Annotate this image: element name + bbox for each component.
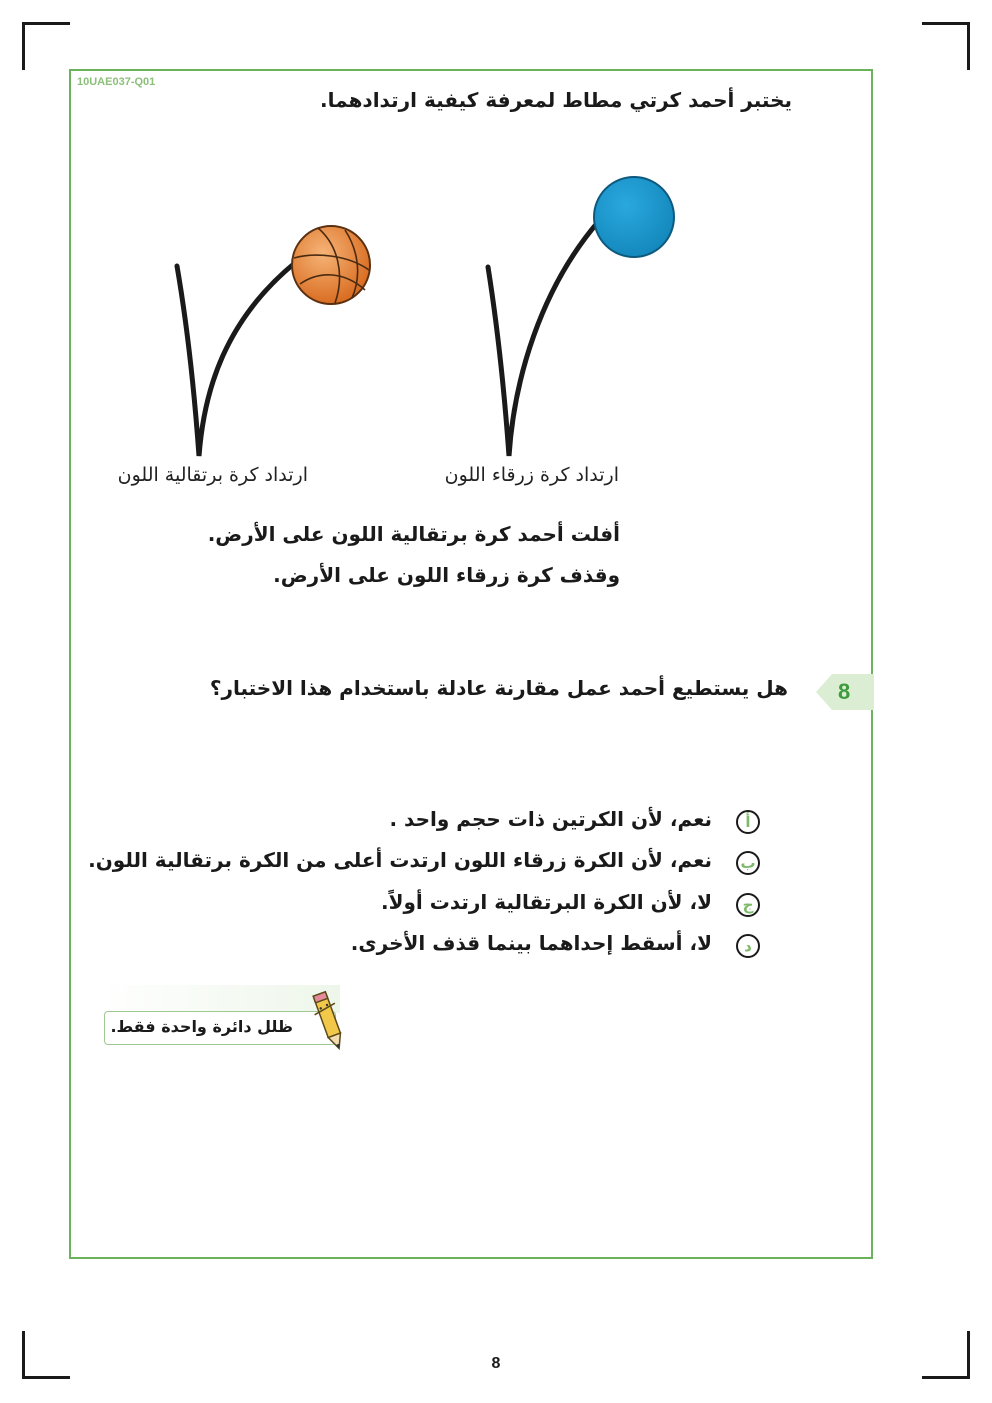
intro-text: يختبر أحمد كرتي مطاط لمعرفة كيفية ارتدادهما. — [320, 88, 792, 112]
question-number-badge — [816, 674, 874, 710]
crop-mark-bottom-right-h — [922, 1376, 970, 1379]
option-d-circle[interactable]: د — [736, 934, 760, 958]
question-text: هل يستطيع أحمد عمل مقارنة عادلة باستخدام هذا الاختبار؟ — [209, 676, 788, 700]
item-code: 10UAE037-Q01 — [77, 76, 156, 88]
option-c[interactable] — [160, 890, 760, 923]
option-d-text: لا، أسقط إحداهما بينما قذف الأخرى. — [350, 931, 712, 955]
description-line-1: أفلت أحمد كرة برتقالية اللون على الأرض. — [207, 522, 620, 546]
orange-ball-caption: ارتداد كرة برتقالية اللون — [117, 464, 308, 486]
blue-ball — [594, 177, 674, 257]
instruction-text: ظلل دائرة واحدة فقط. — [110, 1017, 293, 1036]
crop-mark-bottom-left-h — [22, 1376, 70, 1379]
instruction-backdrop — [100, 985, 340, 1013]
option-c-circle[interactable]: ج — [736, 893, 760, 917]
orange-ball — [292, 226, 370, 304]
bounce-figure — [0, 0, 992, 470]
option-b[interactable] — [88, 848, 760, 881]
option-b-circle[interactable]: ب — [736, 851, 760, 875]
option-a-text: نعم، لأن الكرتين ذات حجم واحد . — [389, 807, 712, 831]
option-a-circle[interactable]: أ — [736, 810, 760, 834]
orange-bounce-path — [177, 262, 296, 456]
option-a[interactable] — [160, 807, 760, 840]
option-b-text: نعم، لأن الكرة زرقاء اللون ارتدت أعلى من الكرة برتقالية اللون. — [88, 848, 712, 872]
instruction-box — [104, 1011, 336, 1045]
pencil-icon — [310, 990, 350, 1054]
option-d[interactable] — [160, 931, 760, 964]
blue-bounce-path — [488, 222, 598, 456]
option-c-text: لا، لأن الكرة البرتقالية ارتدت أولاً. — [380, 890, 712, 914]
description-line-2: وقذف كرة زرقاء اللون على الأرض. — [273, 563, 620, 587]
question-number: 8 — [838, 679, 851, 704]
page-number: 8 — [491, 1355, 501, 1372]
blue-ball-caption: ارتداد كرة زرقاء اللون — [444, 464, 619, 486]
